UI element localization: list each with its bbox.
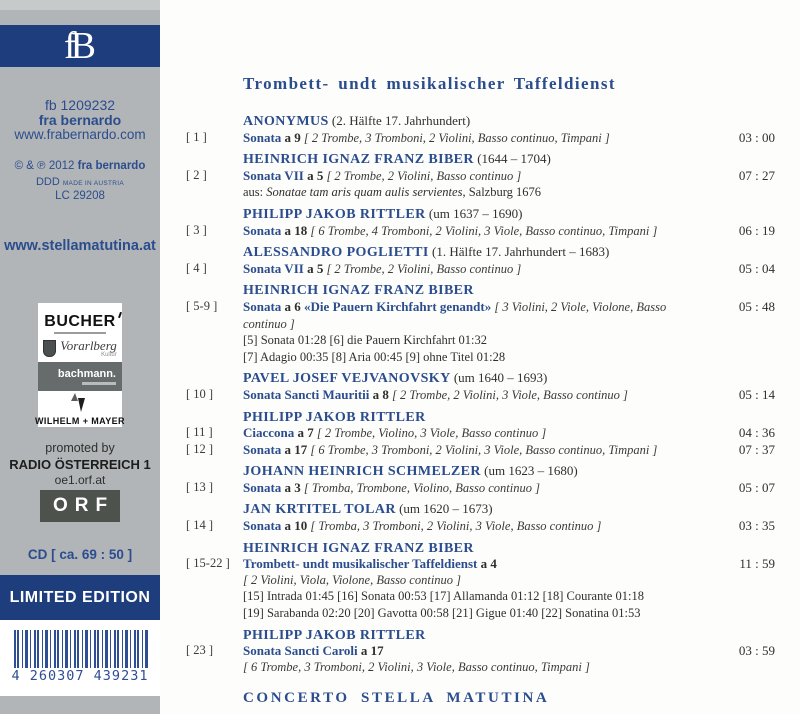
track-duration: 03 : 00 — [738, 129, 775, 145]
track-duration — [708, 572, 800, 589]
track-duration — [708, 332, 800, 349]
work-scoring: a 4 — [477, 556, 497, 572]
track-list — [160, 113, 800, 675]
work-note-suffix: , Salzburg 1676 — [462, 185, 542, 200]
track-row — [160, 556, 800, 572]
work-instruments: [ Tromba, 3 Tromboni, 2 Violini, 3 Viole, Basso continuo ] — [307, 519, 602, 534]
track-number — [160, 627, 243, 644]
work-title: Sonata — [243, 298, 282, 314]
work-scoring: a 7 — [294, 425, 314, 441]
track-number: [ 4 ] — [186, 260, 207, 275]
track-text — [243, 206, 708, 223]
composer-block — [160, 463, 800, 496]
radio-oesterreich-label: RADIO ÖSTERREICH 1 — [9, 457, 151, 472]
work-title: Sonata — [243, 518, 282, 534]
track-row — [160, 605, 800, 622]
work-instruments: [ 2 Trombe, 3 Tromboni, 2 Violini, Basso continuo, Timpani ] — [300, 130, 610, 145]
composer-block — [160, 206, 800, 239]
work-instruments: [ 6 Trombe, 3 Tromboni, 2 Violini, 3 Viole, Basso continuo, Timpani ] — [243, 659, 590, 674]
composer-name: HEINRICH IGNAZ FRANZ BIBER — [243, 152, 474, 168]
work-title: Sonata Sancti Caroli — [243, 643, 358, 659]
work-instruments: [ 2 Violini, Viola, Violone, Basso continuo ] — [243, 572, 462, 587]
track-number — [160, 370, 243, 387]
track-number — [160, 113, 243, 130]
work-note-prefix: aus: — [243, 185, 267, 200]
track-text — [243, 387, 708, 404]
work-instruments: [ 3 Violini, 2 Viole, Violone, Basso continuo ] — [243, 299, 667, 331]
limited-edition-band — [0, 575, 160, 620]
track-duration: 07 : 27 — [738, 167, 775, 183]
track-duration — [708, 151, 800, 168]
track-duration — [708, 409, 800, 426]
radio-url: oe1.orf.at — [54, 473, 106, 487]
ddd-code: DDD — [35, 176, 60, 188]
track-text — [243, 349, 708, 366]
track-row — [160, 206, 800, 223]
work-title: Sonata VII — [243, 167, 304, 183]
composer-name: ALESSANDRO POGLIETTI — [243, 245, 429, 261]
track-duration — [708, 349, 800, 366]
composer-block — [160, 113, 800, 146]
movement-line: [5] Sonata 01:28 [6] die Pauern Kirchfahrt 01:32 — [243, 333, 488, 348]
made-in-austria: MADE IN AUSTRIA — [62, 180, 125, 187]
track-number: [ 1 ] — [186, 129, 207, 144]
work-scoring: a 5 — [303, 260, 324, 276]
work-instruments: [ 2 Trombe, 2 Violini, Basso continuo ] — [323, 168, 522, 183]
composer-dates: (1. Hälfte 17. Jahrhundert – 1683) — [428, 244, 610, 260]
composer-dates: (um 1637 – 1690) — [425, 205, 523, 221]
track-number: [ 10 ] — [186, 386, 214, 401]
sidebar-top-strip — [0, 0, 160, 10]
track-text — [243, 113, 708, 130]
track-text — [243, 518, 708, 535]
orf-logo — [40, 490, 120, 522]
track-number — [160, 501, 243, 518]
track-number: [ 15-22 ] — [186, 556, 230, 571]
track-text — [243, 151, 708, 168]
lc-number: LC 29208 — [55, 190, 105, 202]
track-text — [243, 425, 708, 442]
track-duration — [708, 501, 800, 518]
track-text — [243, 463, 708, 480]
track-duration: 04 : 36 — [738, 425, 775, 441]
work-instruments: [ 6 Trombe, 4 Tromboni, 2 Violini, 3 Viole, Basso continuo, Timpani ] — [307, 223, 658, 238]
track-duration — [708, 540, 800, 557]
work-scoring: a 3 — [281, 479, 301, 495]
movement-line: [7] Adagio 00:35 [8] Aria 00:45 [9] ohne Titel 01:28 — [243, 349, 506, 364]
track-number — [160, 184, 243, 201]
bachmann-logo — [38, 362, 122, 391]
track-row — [160, 588, 800, 605]
track-row — [160, 244, 800, 261]
track-duration: 06 : 19 — [738, 222, 775, 238]
track-text — [243, 588, 708, 605]
track-row — [160, 282, 800, 299]
promoted-by-label: promoted by — [45, 441, 115, 455]
work-title: Ciaccona — [243, 425, 295, 441]
orf-wordmark: ORF — [52, 495, 115, 516]
track-number — [160, 572, 243, 589]
composer-block — [160, 409, 800, 459]
track-row — [160, 442, 800, 459]
copyright-line — [0, 160, 160, 172]
track-duration — [708, 184, 800, 201]
track-row — [160, 659, 800, 676]
composer-name: PHILIPP JAKOB RITTLER — [243, 409, 426, 425]
track-text — [243, 501, 708, 518]
track-row — [160, 113, 800, 130]
work-title: Sonata — [243, 222, 282, 238]
track-row — [160, 643, 800, 659]
vorarlberg-wordmark: Vorarlberg — [60, 337, 117, 353]
fra-bernardo-logo-icon: fB — [64, 25, 90, 67]
track-duration — [708, 206, 800, 223]
track-number — [160, 409, 243, 426]
cd-total-duration: CD [ ca. 69 : 50 ] — [27, 547, 133, 562]
track-text — [243, 480, 708, 497]
wilhelm-mayer-logo: WILHELM + MAYER — [35, 416, 125, 426]
composer-dates: (um 1620 – 1673) — [395, 501, 493, 517]
movement-line: [19] Sarabanda 02:20 [20] Gavotta 00:58 [21] Gigue 01:40 [22] Sonatina 01:53 — [243, 606, 641, 621]
work-scoring: a 9 — [281, 129, 301, 145]
track-duration: 03 : 35 — [738, 518, 775, 534]
track-duration: 05 : 48 — [738, 298, 775, 314]
composer-block — [160, 627, 800, 676]
bachmann-underline — [82, 382, 116, 385]
work-instruments: [ 2 Trombe, 2 Violini, 3 Viole, Basso continuo ] — [388, 387, 628, 402]
catalog-number: fb 1209232 — [44, 97, 116, 113]
track-number — [160, 540, 243, 557]
work-instruments: [ 2 Trombe, 2 Violini, Basso continuo ] — [323, 261, 522, 276]
work-title: Sonata Sancti Mauritii — [243, 386, 370, 402]
work-instruments: [ Tromba, Trombone, Violino, Basso continuo ] — [300, 480, 540, 495]
track-row — [160, 480, 800, 497]
track-text — [243, 605, 708, 622]
track-row — [160, 387, 800, 404]
composer-name: JOHANN HEINRICH SCHMELZER — [243, 464, 481, 480]
vorarlberg-logo — [38, 335, 122, 362]
track-row — [160, 130, 800, 147]
track-number: [ 11 ] — [186, 425, 213, 440]
track-text — [243, 556, 708, 572]
ensemble-name: CONCERTO STELLA MATUTINA — [243, 690, 550, 707]
work-title: Sonata VII — [243, 260, 304, 276]
sidebar — [0, 0, 160, 714]
main-panel — [160, 0, 800, 714]
barcode-digits: 4 260307 439231 — [11, 668, 149, 684]
track-duration — [708, 463, 800, 480]
work-instruments: [ 6 Trombe, 3 Tromboni, 2 Violini, 3 Viole, Basso continuo, Timpani ] — [307, 442, 658, 457]
track-number: [ 14 ] — [186, 518, 214, 533]
track-row — [160, 261, 800, 278]
composer-name: ANONYMUS — [243, 114, 329, 129]
track-row — [160, 349, 800, 366]
track-text — [243, 130, 708, 147]
track-duration: 05 : 04 — [738, 260, 775, 276]
track-number — [160, 151, 243, 168]
composer-block — [160, 244, 800, 277]
copyright-prefix: © & ℗ 2012 — [14, 160, 78, 172]
track-number — [160, 244, 243, 261]
track-duration — [708, 113, 800, 130]
track-text — [243, 282, 708, 299]
track-number — [160, 605, 243, 622]
composer-name: HEINRICH IGNAZ FRANZ BIBER — [243, 283, 474, 299]
track-text — [243, 299, 708, 332]
track-duration — [708, 605, 800, 622]
sponsor-logo-block — [35, 303, 125, 427]
track-number — [160, 463, 243, 480]
barcode-bars-icon — [14, 630, 148, 668]
track-row — [160, 332, 800, 349]
composer-dates: (um 1640 – 1693) — [450, 370, 548, 386]
track-duration: 05 : 07 — [738, 479, 775, 495]
track-row — [160, 409, 800, 426]
track-text — [243, 659, 708, 676]
composer-block — [160, 370, 800, 403]
track-row — [160, 184, 800, 201]
work-instruments: [ 2 Trombe, Violino, 3 Viole, Basso continuo ] — [313, 426, 547, 441]
work-scoring: a 10 — [281, 518, 308, 534]
track-text — [243, 540, 708, 557]
work-scoring: a 8 — [369, 386, 389, 402]
track-number: [ 3 ] — [186, 222, 207, 237]
track-row — [160, 223, 800, 240]
track-duration — [708, 244, 800, 261]
track-duration: 03 : 59 — [738, 643, 775, 659]
work-title: Sonata — [243, 441, 282, 457]
track-duration: 11 : 59 — [739, 556, 775, 572]
track-row — [160, 463, 800, 480]
track-duration — [708, 370, 800, 387]
track-number: [ 2 ] — [186, 167, 207, 182]
movement-line: [15] Intrada 01:45 [16] Sonata 00:53 [17] Allamanda 01:12 [18] Courante 01:18 — [243, 589, 644, 604]
work-scoring: a 6 — [281, 298, 301, 314]
track-row — [160, 151, 800, 168]
track-duration — [708, 659, 800, 676]
bachmann-wordmark: bachmann. — [57, 367, 116, 380]
sidebar-bottom-strip — [0, 696, 160, 714]
composer-name: PHILIPP JAKOB RITTLER — [243, 627, 426, 643]
composer-dates: (um 1623 – 1680) — [480, 463, 578, 479]
composer-block — [160, 282, 800, 365]
track-row — [160, 540, 800, 557]
track-row — [160, 518, 800, 535]
work-scoring: a 17 — [357, 643, 384, 659]
work-title: Sonata — [243, 129, 282, 145]
track-text — [243, 223, 708, 240]
track-row — [160, 572, 800, 589]
ddd-line — [0, 176, 160, 188]
work-title: Sonata — [243, 479, 282, 495]
track-number — [160, 282, 243, 299]
track-number — [160, 332, 243, 349]
work-scoring: a 17 — [281, 441, 308, 457]
wilhelm-mayer-mark-icon — [38, 391, 122, 415]
track-number — [160, 588, 243, 605]
track-row — [160, 370, 800, 387]
track-text — [243, 168, 708, 185]
track-duration — [708, 588, 800, 605]
track-text — [243, 184, 708, 201]
track-duration — [708, 627, 800, 644]
work-scoring: a 5 — [303, 167, 324, 183]
track-text — [243, 370, 708, 387]
track-text — [243, 442, 708, 459]
composer-name: HEINRICH IGNAZ FRANZ BIBER — [243, 540, 474, 556]
label-name: fra bernardo — [38, 112, 122, 128]
track-row — [160, 299, 800, 332]
limited-edition-label: LIMITED EDITION — [9, 588, 151, 606]
track-row — [160, 501, 800, 518]
vorarlberg-shield-icon — [43, 340, 56, 357]
track-text — [243, 261, 708, 278]
track-number: [ 23 ] — [186, 643, 214, 658]
track-row — [160, 425, 800, 442]
composer-block — [160, 501, 800, 534]
track-number: [ 12 ] — [186, 441, 214, 456]
composer-block — [160, 151, 800, 201]
barcode — [0, 620, 160, 696]
track-duration: 07 : 37 — [738, 441, 775, 457]
work-note-source: Sonatae tam aris quam aulis servientes — [266, 185, 463, 200]
bucher-logo — [38, 303, 122, 330]
label-logo-band — [0, 25, 160, 67]
copyright-label: fra bernardo — [77, 160, 146, 172]
track-number — [160, 659, 243, 676]
track-row — [160, 627, 800, 644]
track-duration: 05 : 14 — [738, 386, 775, 402]
album-title: Trombett- undt musikalischer Taffeldienst — [243, 74, 616, 93]
composer-name: PAVEL JOSEF VEJVANOVSKY — [243, 371, 451, 387]
composer-dates: (1644 – 1704) — [473, 151, 551, 167]
composer-block — [160, 540, 800, 622]
track-number: [ 13 ] — [186, 479, 214, 494]
composer-name: JAN KRTITEL TOLAR — [243, 502, 396, 518]
work-subtitle: «Die Pauern Kirchfahrt genandt» — [300, 298, 492, 314]
composer-dates: (2. Hälfte 17. Jahrhundert) — [328, 113, 471, 128]
composer-name: PHILIPP JAKOB RITTLER — [243, 206, 426, 222]
track-text — [243, 572, 708, 589]
track-number — [160, 206, 243, 223]
work-scoring: a 18 — [281, 222, 308, 238]
label-url: www.frabernardo.com — [14, 127, 146, 142]
track-text — [243, 332, 708, 349]
bucher-wordmark: BUCHER — [44, 313, 116, 330]
track-text — [243, 627, 708, 644]
track-text — [243, 409, 708, 426]
track-text — [243, 244, 708, 261]
track-number — [160, 349, 243, 366]
track-text — [243, 643, 708, 659]
vorarlberg-kultur-label: Kultur — [101, 351, 117, 358]
ensemble-url: www.stellamatutina.at — [4, 238, 156, 254]
track-row — [160, 168, 800, 185]
track-duration — [708, 282, 800, 299]
work-title: Trombett- undt musikalischer Taffeldienst — [243, 556, 478, 572]
track-number: [ 5-9 ] — [186, 298, 218, 313]
